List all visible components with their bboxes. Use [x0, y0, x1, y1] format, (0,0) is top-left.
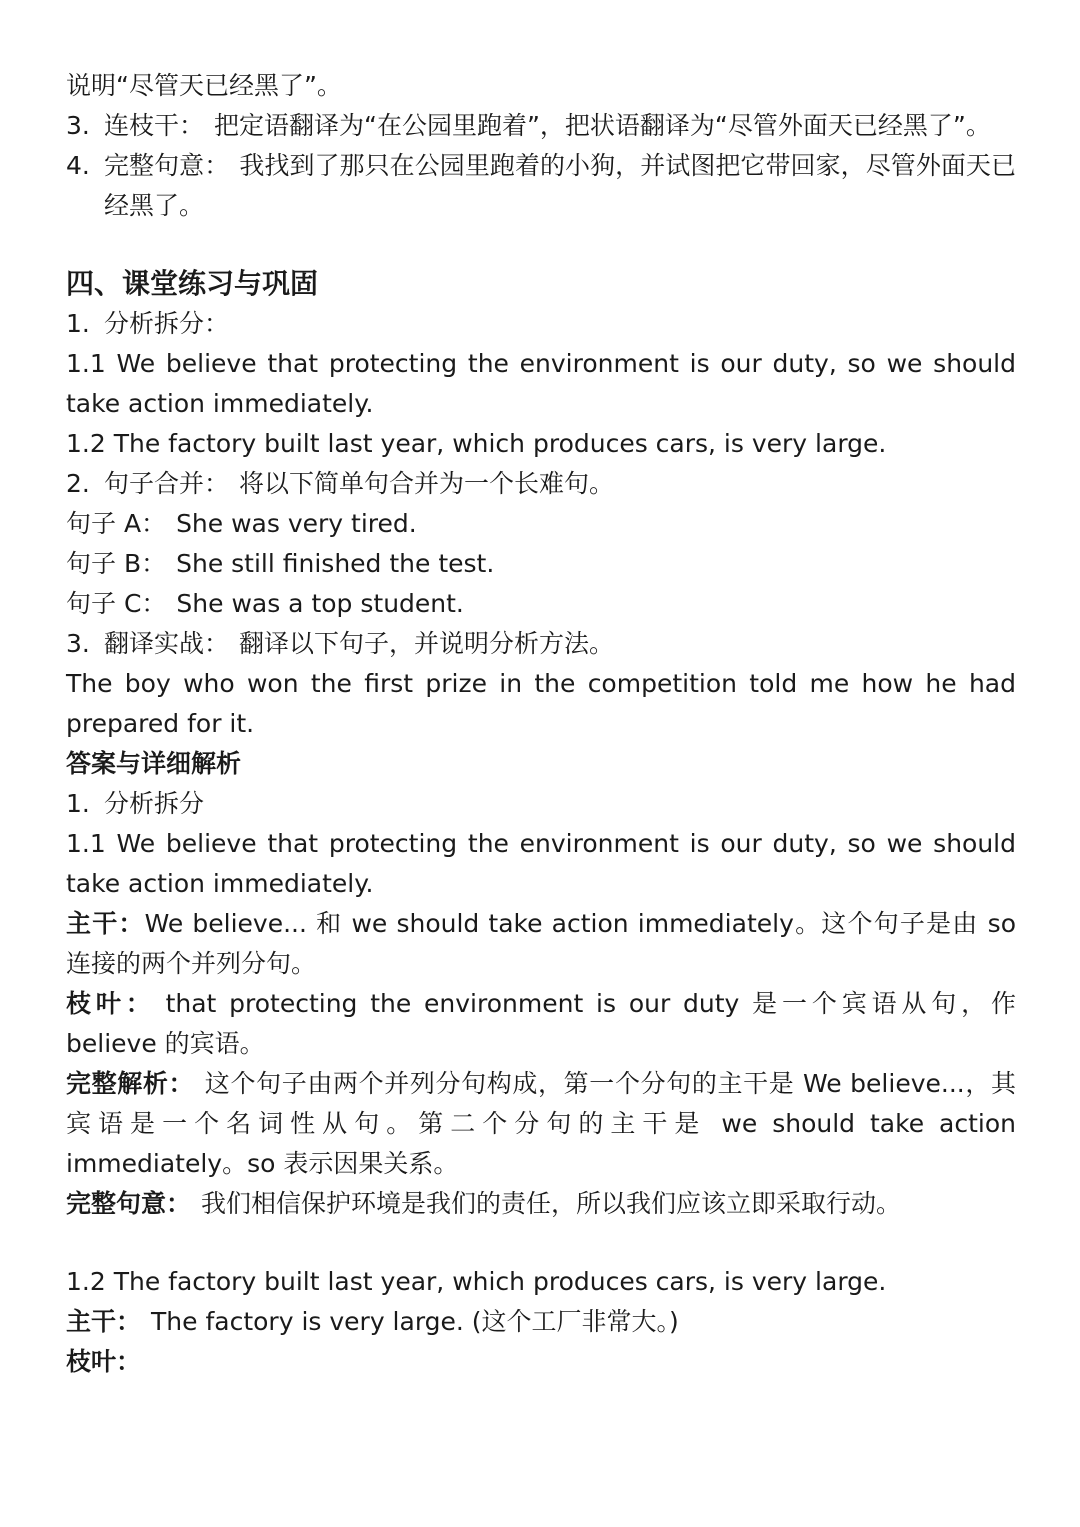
document-page	[66, 66, 1016, 1382]
main-clause-label: 主干：	[66, 1307, 142, 1336]
question-1-2-sentence: 1.2 The factory built last year, which produces cars, is very large.	[66, 429, 887, 458]
sentence-text: She was a top student.	[176, 589, 464, 618]
item-text: 我找到了那只在公园里跑着的小狗，并试图把它带回家，尽管外面天已经黑了。	[104, 151, 1016, 220]
sentence-label: 句子 B：	[66, 549, 167, 578]
question-label: 句子合并：	[104, 469, 230, 498]
question-3	[66, 624, 1016, 664]
section-heading: 四、课堂练习与巩固	[66, 267, 319, 300]
blank-line	[66, 1224, 1016, 1262]
list-number: 3.	[66, 111, 90, 140]
meaning-label: 完整句意：	[66, 1189, 192, 1218]
answer-1-1-meaning	[66, 1184, 1016, 1224]
translation-sentence: The boy who won the first prize in the competition told me how he had prepared for it.	[66, 669, 1016, 738]
sentence-c	[66, 584, 1016, 624]
answer-1-1-sentence: 1.1 We believe that protecting the environment is our duty, so we should take action immediately.	[66, 829, 1016, 898]
question-1-1-sentence: 1.1 We believe that protecting the environment is our duty, so we should take action immediately.	[66, 349, 1016, 418]
item-label: 完整句意：	[104, 151, 230, 180]
answers-heading: 答案与详细解析	[66, 749, 242, 778]
meaning-text: 我们相信保护环境是我们的责任，所以我们应该立即采取行动。	[201, 1189, 902, 1218]
paragraph-continuation: 说明“尽管天已经黑了”。	[66, 71, 342, 100]
question-2	[66, 464, 1016, 504]
main-clause-text: The factory is very large. (这个工厂非常大。)	[151, 1307, 679, 1336]
answer-1-2-branch	[66, 1342, 1016, 1382]
list-item-4	[66, 146, 1016, 226]
item-text: 把定语翻译为“在公园里跑着”，把状语翻译为“尽管外面天已经黑了”。	[214, 111, 991, 140]
branch-label: 枝叶：	[66, 989, 156, 1018]
question-label: 翻译实战：	[104, 629, 230, 658]
list-number: 1.	[66, 309, 90, 338]
item-label: 连枝干：	[104, 111, 205, 140]
main-clause-text: We believe... 和 we should take action immediately。这个句子是由 so 连接的两个并列分句。	[66, 909, 1016, 978]
sentence-text: She was very tired.	[176, 509, 417, 538]
branch-label: 枝叶：	[66, 1347, 142, 1376]
list-number: 3.	[66, 629, 90, 658]
sentence-label: 句子 A：	[66, 509, 167, 538]
branch-text: that protecting the environment is our duty 是一个宾语从句，作 believe 的宾语。	[66, 989, 1016, 1058]
answer-1-2-main-clause	[66, 1302, 1016, 1342]
list-number: 1.	[66, 789, 90, 818]
sentence-a	[66, 504, 1016, 544]
full-analysis-label: 完整解析：	[66, 1069, 195, 1098]
answer-1-2-sentence: 1.2 The factory built last year, which produces cars, is very large.	[66, 1267, 887, 1296]
question-1	[66, 304, 1016, 344]
question-text: 将以下简单句合并为一个长难句。	[239, 469, 615, 498]
list-item-3	[66, 106, 1016, 146]
main-clause-label: 主干：	[66, 909, 145, 938]
question-text: 分析拆分：	[104, 309, 230, 338]
question-text: 翻译以下句子，并说明分析方法。	[239, 629, 615, 658]
sentence-b	[66, 544, 1016, 584]
answer-1-1-branch	[66, 984, 1016, 1064]
answer-1-1-main-clause	[66, 904, 1016, 984]
answer-1	[66, 784, 1016, 824]
sentence-label: 句子 C：	[66, 589, 167, 618]
answer-text: 分析拆分	[104, 789, 205, 818]
full-analysis-text: 这个句子由两个并列分句构成，第一个分句的主干是 We believe...，其宾语是一个名词性从句。第二个分句的主干是 we should take action immediately。so 表示因果关系。	[66, 1069, 1016, 1178]
list-number: 4.	[66, 151, 90, 180]
answer-1-1-full-analysis	[66, 1064, 1016, 1184]
sentence-text: She still finished the test.	[176, 549, 495, 578]
list-number: 2.	[66, 469, 90, 498]
